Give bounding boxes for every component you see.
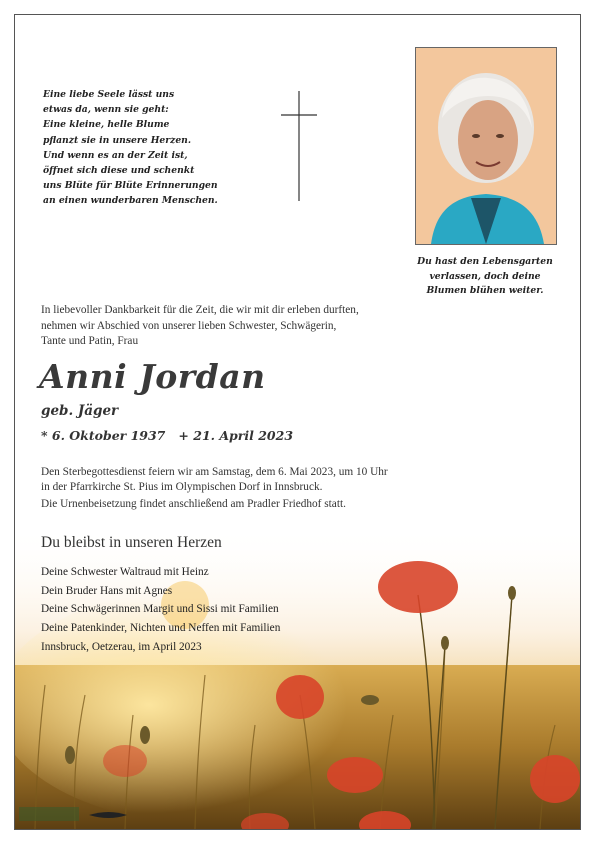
- poem-line: etwas da, wenn sie geht:: [43, 104, 169, 116]
- intro-line: Tante und Patin, Frau: [41, 335, 139, 347]
- deceased-name: Anni Jordan: [39, 357, 266, 396]
- intro-text: [41, 303, 421, 350]
- service-line: in der Pfarrkirche St. Pius im Olympischen Dorf in Innsbruck.: [41, 480, 323, 493]
- service-line: Die Urnenbeisetzung findet anschließend am Pradler Friedhof statt.: [41, 497, 346, 510]
- obituary-card: [14, 14, 581, 830]
- poem-line: öffnet sich diese und schenkt: [43, 165, 195, 177]
- place-and-date: Innsbruck, Oetzerau, im April 2023: [41, 641, 202, 653]
- remember-heading: Du bleibst in unseren Herzen: [41, 534, 222, 551]
- memorial-poem: [43, 87, 273, 209]
- poem-line: Und wenn es an der Zeit ist,: [43, 149, 188, 161]
- intro-line: nehmen wir Abschied von unserer lieben Schwester, Schwägerin,: [41, 319, 337, 332]
- quote-line: Du hast den Lebensgarten: [417, 256, 553, 267]
- memorial-quote: [408, 255, 562, 299]
- quote-line: Blumen blühen weiter.: [426, 285, 544, 296]
- portrait-photo: [415, 47, 557, 245]
- poem-line: Eine kleine, helle Blume: [43, 119, 170, 131]
- poem-line: an einen wunderbaren Menschen.: [43, 195, 218, 207]
- quote-line: verlassen, doch deine: [429, 270, 541, 282]
- cross-icon: [279, 91, 319, 201]
- mourner-entry: Deine Schwester Waltraud mit Heinz: [41, 566, 209, 578]
- poem-line: uns Blüte für Blüte Erinnerungen: [43, 180, 218, 192]
- poem-line: pflanzt sie in unsere Herzen.: [43, 134, 192, 146]
- life-dates: * 6. Oktober 1937 + 21. April 2023: [41, 428, 294, 443]
- mourners-list: [41, 563, 280, 637]
- poem-line: Eine liebe Seele lässt uns: [43, 89, 175, 100]
- mourner-entry: Deine Schwägerinnen Margit und Sissi mit Familien: [41, 603, 279, 615]
- funeral-home-logo: [19, 805, 129, 823]
- intro-line: In liebevoller Dankbarkeit für die Zeit, die wir mit dir erleben durften,: [41, 304, 359, 316]
- mourner-entry: Deine Patenkinder, Nichten und Neffen mit Familien: [41, 621, 281, 634]
- service-line: Den Sterbegottesdienst feiern wir am Samstag, dem 6. Mai 2023, um 10 Uhr: [41, 466, 388, 478]
- service-info: [41, 465, 491, 511]
- maiden-name: geb. Jäger: [41, 403, 119, 419]
- mourner-entry: Dein Bruder Hans mit Agnes: [41, 584, 173, 597]
